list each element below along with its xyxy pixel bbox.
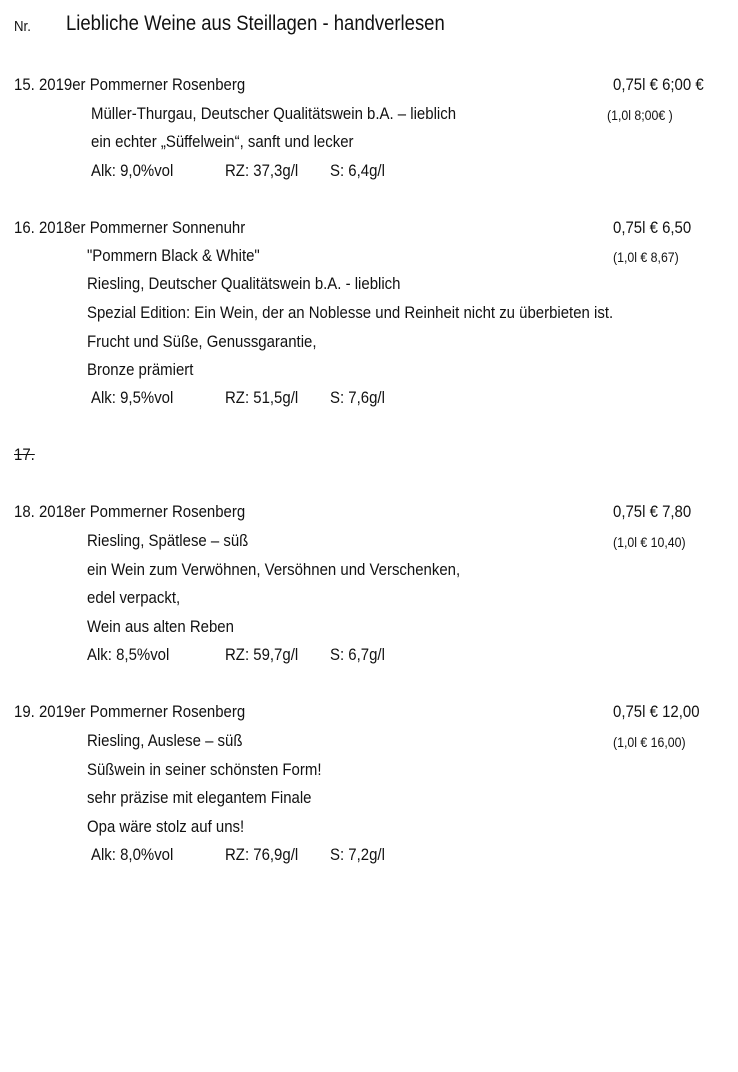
wine-price-liter: (1,0l € 16,00)	[613, 734, 686, 750]
wine-rz: RZ: 51,5g/l	[225, 388, 299, 407]
wine-rz: RZ: 37,3g/l	[225, 161, 299, 180]
wine-heading: 18. 2018er Pommerner Rosenberg	[14, 502, 246, 521]
wine-price-liter: (1,0l € 8,67)	[613, 249, 679, 265]
wine-heading: 16. 2018er Pommerner Sonnenuhr	[14, 218, 246, 237]
wine-line: ein echter „Süffelwein“, sanft und lecker	[91, 132, 354, 151]
wine-line: edel verpackt,	[87, 588, 181, 607]
wine-line: Riesling, Spätlese – süß	[87, 531, 249, 550]
wine-line: Spezial Edition: Ein Wein, der an Noblesse und Reinheit nicht zu überbieten ist.	[87, 303, 614, 322]
wine-s: S: 6,4g/l	[330, 161, 385, 180]
wine-line: Riesling, Deutscher Qualitätswein b.A. - lieblich	[87, 274, 401, 293]
wine-heading-struck: 17.	[14, 445, 35, 464]
wine-line: "Pommern Black & White"	[87, 246, 260, 265]
wine-s: S: 6,7g/l	[330, 645, 385, 664]
wine-s: S: 7,6g/l	[330, 388, 385, 407]
wine-price: 0,75l € 7,80	[613, 502, 692, 521]
wine-heading: 15. 2019er Pommerner Rosenberg	[14, 75, 246, 94]
wine-heading: 19. 2019er Pommerner Rosenberg	[14, 702, 246, 721]
wine-alk: Alk: 8,5%vol	[87, 645, 170, 664]
wine-price-liter: (1,0l € 10,40)	[613, 534, 686, 550]
wine-s: S: 7,2g/l	[330, 845, 385, 864]
wine-price: 0,75l € 6;00 €	[613, 75, 704, 94]
wine-line: Riesling, Auslese – süß	[87, 731, 243, 750]
wine-rz: RZ: 76,9g/l	[225, 845, 299, 864]
wine-line: ein Wein zum Verwöhnen, Versöhnen und Verschenken,	[87, 560, 461, 579]
page-title: Liebliche Weine aus Steillagen - handverlesen	[66, 12, 445, 35]
wine-alk: Alk: 9,5%vol	[91, 388, 174, 407]
wine-line: Opa wäre stolz auf uns!	[87, 817, 245, 836]
wine-line: Müller-Thurgau, Deutscher Qualitätswein b.A. – lieblich	[91, 104, 457, 123]
wine-alk: Alk: 9,0%vol	[91, 161, 174, 180]
wine-line: Süßwein in seiner schönsten Form!	[87, 760, 322, 779]
nr-label: Nr.	[14, 18, 31, 35]
wine-line: sehr präzise mit elegantem Finale	[87, 788, 312, 807]
wine-line: Bronze prämiert	[87, 360, 194, 379]
wine-price-liter: (1,0l 8;00€ )	[607, 107, 673, 123]
wine-price: 0,75l € 6,50	[613, 218, 692, 237]
wine-line: Frucht und Süße, Genussgarantie,	[87, 332, 317, 351]
wine-line: Wein aus alten Reben	[87, 617, 234, 636]
wine-rz: RZ: 59,7g/l	[225, 645, 299, 664]
wine-price: 0,75l € 12,00	[613, 702, 700, 721]
wine-alk: Alk: 8,0%vol	[91, 845, 174, 864]
